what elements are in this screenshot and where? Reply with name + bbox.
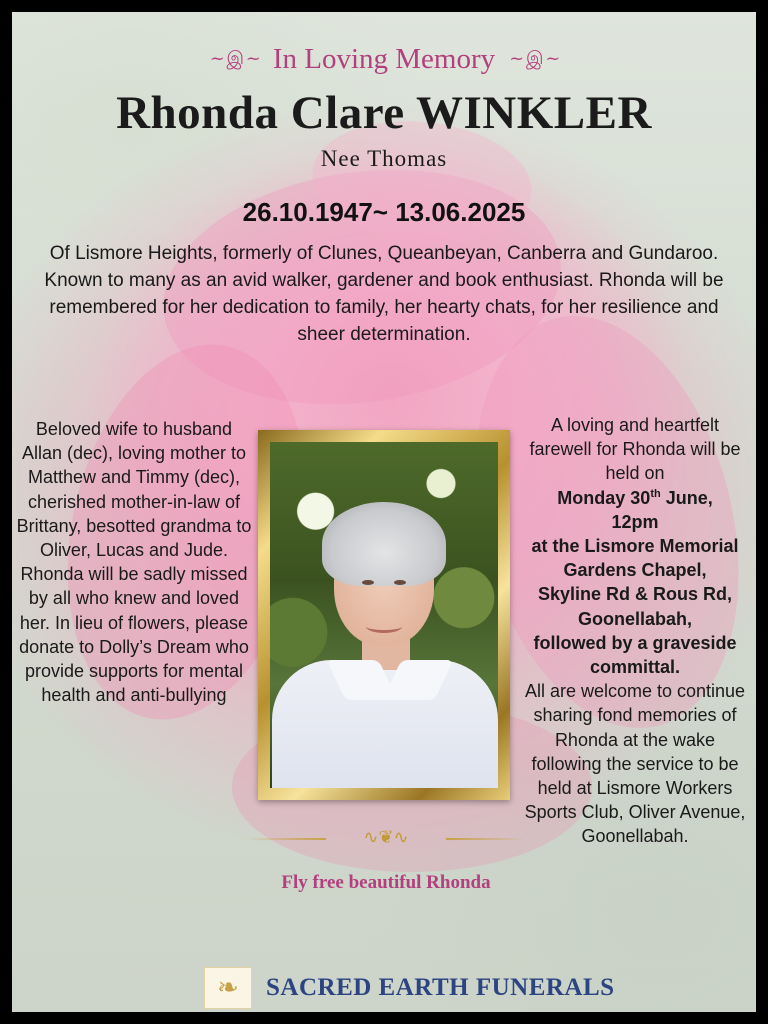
service-venue xyxy=(520,534,750,582)
service-venue-text: at the Lismore Memorial Gardens Chapel, xyxy=(531,536,739,581)
portrait-smile xyxy=(366,620,402,633)
portrait-photo xyxy=(270,442,498,788)
service-address xyxy=(520,582,750,630)
service-time xyxy=(520,510,750,534)
funeral-home-logo-icon: ❧ xyxy=(204,967,252,1009)
portrait-hair xyxy=(322,502,446,586)
divider-line-right xyxy=(446,838,526,840)
service-committal-text: followed by a graveside committal. xyxy=(533,632,737,678)
family-tribute-text: Beloved wife to husband Allan (dec), loving mother to Matthew and Timmy (dec), cherished mother-in-law of Brittany, besotted grandma to Oliver, Lucas and Jude. Rhonda will be sadly missed by all who knew and loved her. In lieu of flowers, please donate to Dolly’s Dream who provide supports for mental health and anti-bullying xyxy=(16,419,252,706)
memorial-card xyxy=(12,12,756,1012)
deceased-name: Rhonda Clare WINKLER xyxy=(116,87,652,139)
farewell-caption: Fly free beautiful Rhonda xyxy=(281,872,491,893)
flourish-icon: ∿❦∿ xyxy=(363,827,409,848)
wake-details: All are welcome to continue sharing fond memories of Rhonda at the wake following the service to be held at Lismore Workers Sports Club, Oliver Avenue, Goonellabah. xyxy=(524,681,746,847)
intro-line-residence: Of Lismore Heights, formerly of Clunes, Queanbeyan, Canberra and Gundaroo. xyxy=(49,243,719,264)
gold-divider xyxy=(246,827,526,851)
divider-line-left xyxy=(246,838,326,840)
funeral-home-name: SACRED EARTH FUNERALS xyxy=(266,974,615,1001)
intro-line-remembrance: Known to many as an avid walker, gardener and book enthusiast. Rhonda will be remembered for her dedication to family, her hearty chats, for her resilience and sheer determination. xyxy=(44,270,724,345)
service-address-text: Skyline Rd & Rous Rd, Goonellabah, xyxy=(537,584,733,629)
service-date xyxy=(520,486,750,510)
intro-paragraph xyxy=(42,240,726,348)
life-dates: 26.10.1947~ 13.06.2025 xyxy=(242,197,526,227)
service-details xyxy=(520,413,750,849)
service-committal xyxy=(520,631,750,679)
service-time-text: 12pm xyxy=(611,511,659,532)
portrait-eye xyxy=(394,580,406,585)
service-day: Monday 30 xyxy=(557,487,651,508)
maiden-name: Nee Thomas xyxy=(320,146,448,171)
portrait-eye xyxy=(362,580,374,585)
service-day-suffix: th xyxy=(650,487,661,500)
swirl-ornament-left-icon: ~ இ ~ xyxy=(209,47,259,69)
header-row xyxy=(12,44,756,74)
swirl-ornament-right-icon: ~ இ ~ xyxy=(509,47,559,69)
portrait-frame xyxy=(258,430,510,800)
service-month: June, xyxy=(660,487,713,508)
service-intro: A loving and heartfelt farewell for Rhonda will be held on xyxy=(529,415,741,484)
in-loving-memory-heading: In Loving Memory xyxy=(272,42,496,75)
footer xyxy=(204,966,615,1010)
